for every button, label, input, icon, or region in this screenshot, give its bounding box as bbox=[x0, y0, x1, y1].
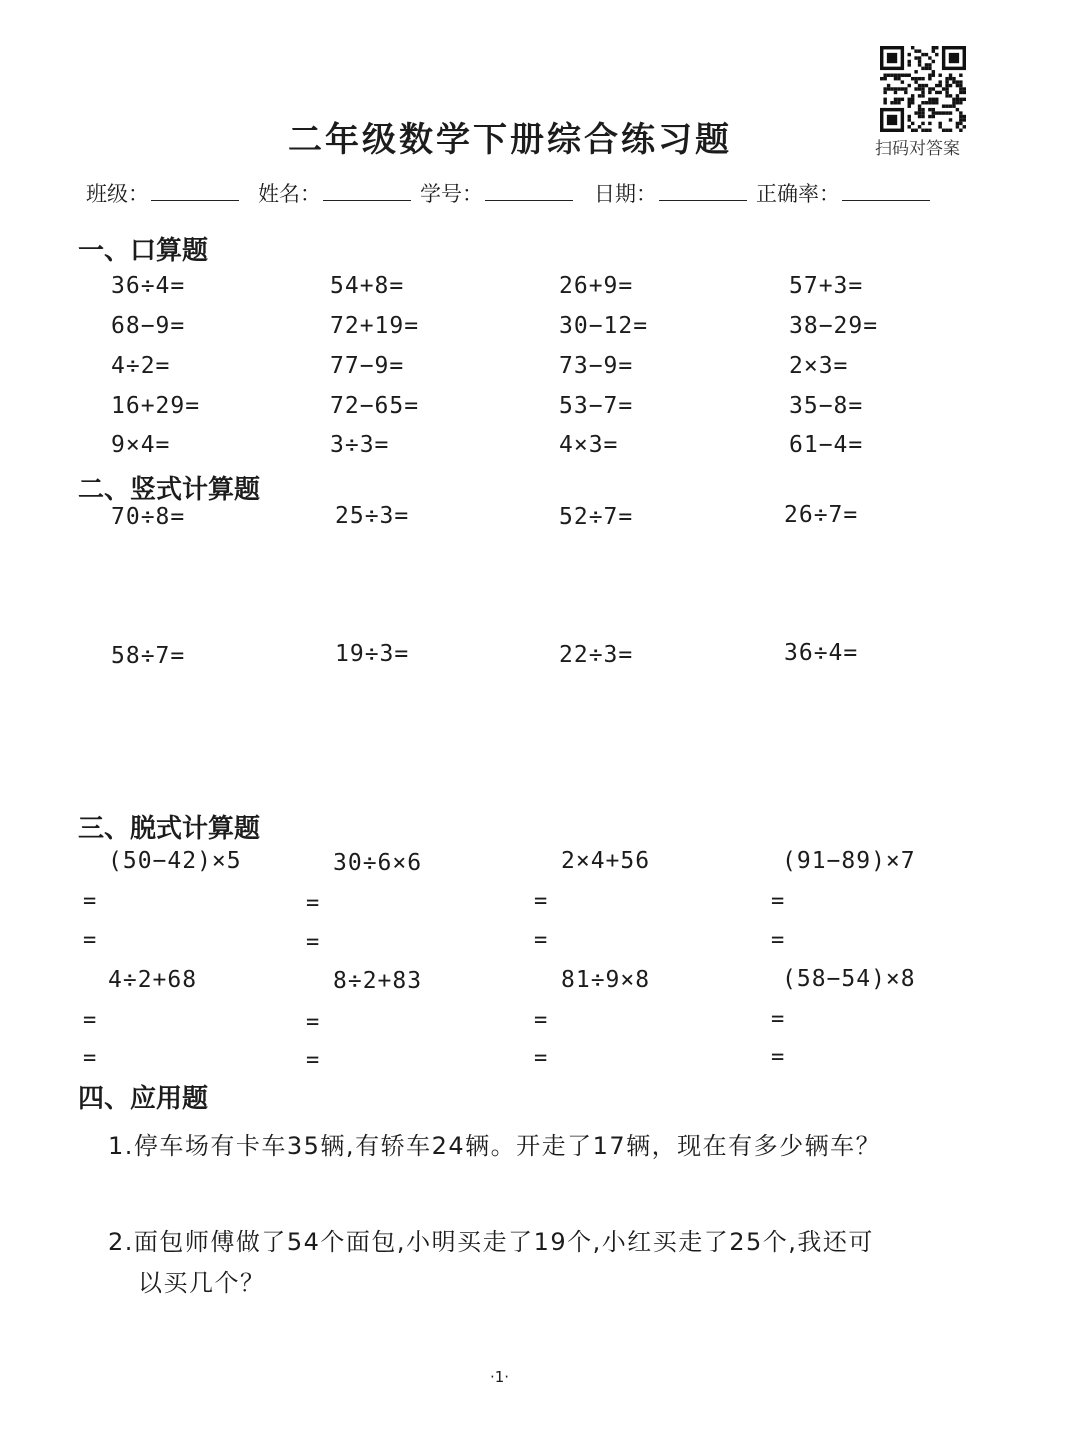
equals-line: = bbox=[306, 930, 320, 955]
equals-line: = bbox=[83, 1008, 97, 1033]
oral-problem: 26+9= bbox=[559, 273, 634, 299]
qr-code-icon[interactable] bbox=[880, 46, 966, 132]
worksheet-title: 二年级数学下册综合练习题 bbox=[288, 120, 732, 160]
oral-problem: 36÷4= bbox=[111, 273, 186, 299]
vertical-problem: 22÷3= bbox=[559, 642, 634, 668]
oral-problem: 38−29= bbox=[789, 313, 879, 339]
stepwise-problem: (58−54)×8 bbox=[782, 966, 916, 992]
oral-problem: 68−9= bbox=[111, 313, 186, 339]
accuracy-field[interactable] bbox=[756, 178, 930, 208]
equals-line: = bbox=[534, 928, 548, 953]
equals-line: = bbox=[534, 1008, 548, 1033]
stepwise-problem: 4÷2+68 bbox=[108, 967, 198, 993]
oral-problem: 4×3= bbox=[559, 432, 619, 458]
page-number: ·1· bbox=[490, 1368, 510, 1386]
equals-line: = bbox=[306, 891, 320, 916]
stepwise-problem: 30÷6×6 bbox=[333, 850, 423, 876]
equals-line: = bbox=[771, 1007, 785, 1032]
oral-problem: 3÷3= bbox=[330, 432, 390, 458]
stepwise-problem: (50−42)×5 bbox=[108, 848, 242, 874]
section-word-heading: 四、应用题 bbox=[78, 1084, 209, 1114]
student-id-blank[interactable] bbox=[485, 182, 573, 201]
equals-line: = bbox=[771, 1045, 785, 1070]
oral-problem: 2×3= bbox=[789, 353, 849, 379]
date-blank[interactable] bbox=[659, 182, 747, 201]
oral-problem: 9×4= bbox=[111, 432, 171, 458]
oral-problem: 53−7= bbox=[559, 393, 634, 419]
oral-problem: 30−12= bbox=[559, 313, 649, 339]
stepwise-problem: 8÷2+83 bbox=[333, 968, 423, 994]
class-field[interactable] bbox=[86, 178, 239, 208]
vertical-problem: 58÷7= bbox=[111, 643, 186, 669]
qr-caption: 扫码对答案 bbox=[875, 139, 960, 159]
word-problem-1: 1.停车场有卡车35辆,有轿车24辆。开走了17辆，现在有多少辆车？ bbox=[108, 1132, 882, 1160]
equals-line: = bbox=[771, 928, 785, 953]
stepwise-problem: 81÷9×8 bbox=[561, 967, 651, 993]
vertical-problem: 52÷7= bbox=[559, 504, 634, 530]
oral-problem: 4÷2= bbox=[111, 353, 171, 379]
vertical-problem: 26÷7= bbox=[784, 502, 859, 528]
equals-line: = bbox=[534, 1046, 548, 1071]
oral-problem: 73−9= bbox=[559, 353, 634, 379]
word-problem-2: 2.面包师傅做了54个面包,小明买走了19个,小红买走了25个,我还可 bbox=[108, 1228, 874, 1256]
oral-problem: 72+19= bbox=[330, 313, 420, 339]
date-field[interactable] bbox=[594, 178, 747, 208]
oral-problem: 61−4= bbox=[789, 432, 864, 458]
section-vertical-heading: 二、竖式计算题 bbox=[78, 475, 261, 505]
vertical-problem: 70÷8= bbox=[111, 504, 186, 530]
student-id-label: 学号： bbox=[420, 182, 483, 206]
oral-problem: 72−65= bbox=[330, 393, 420, 419]
accuracy-blank[interactable] bbox=[842, 182, 930, 201]
oral-problem: 35−8= bbox=[789, 393, 864, 419]
accuracy-label: 正确率： bbox=[756, 182, 840, 206]
name-label: 姓名： bbox=[258, 182, 321, 206]
equals-line: = bbox=[306, 1048, 320, 1073]
student-id-field[interactable] bbox=[420, 178, 573, 208]
class-blank[interactable] bbox=[151, 182, 239, 201]
section-stepwise-heading: 三、脱式计算题 bbox=[78, 814, 261, 844]
date-label: 日期： bbox=[594, 182, 657, 206]
section-oral-heading: 一、口算题 bbox=[78, 236, 209, 266]
equals-line: = bbox=[83, 889, 97, 914]
oral-problem: 57+3= bbox=[789, 273, 864, 299]
vertical-problem: 36÷4= bbox=[784, 640, 859, 666]
word-problem-2-continued: 以买几个？ bbox=[138, 1269, 266, 1297]
oral-problem: 77−9= bbox=[330, 353, 405, 379]
equals-line: = bbox=[83, 928, 97, 953]
stepwise-problem: 2×4+56 bbox=[561, 848, 651, 874]
vertical-problem: 19÷3= bbox=[335, 641, 410, 667]
equals-line: = bbox=[771, 889, 785, 914]
equals-line: = bbox=[83, 1046, 97, 1071]
name-blank[interactable] bbox=[323, 182, 411, 201]
oral-problem: 16+29= bbox=[111, 393, 201, 419]
vertical-problem: 25÷3= bbox=[335, 503, 410, 529]
equals-line: = bbox=[534, 889, 548, 914]
name-field[interactable] bbox=[258, 178, 411, 208]
oral-problem: 54+8= bbox=[330, 273, 405, 299]
equals-line: = bbox=[306, 1010, 320, 1035]
stepwise-problem: (91−89)×7 bbox=[782, 848, 916, 874]
class-label: 班级： bbox=[86, 182, 149, 206]
